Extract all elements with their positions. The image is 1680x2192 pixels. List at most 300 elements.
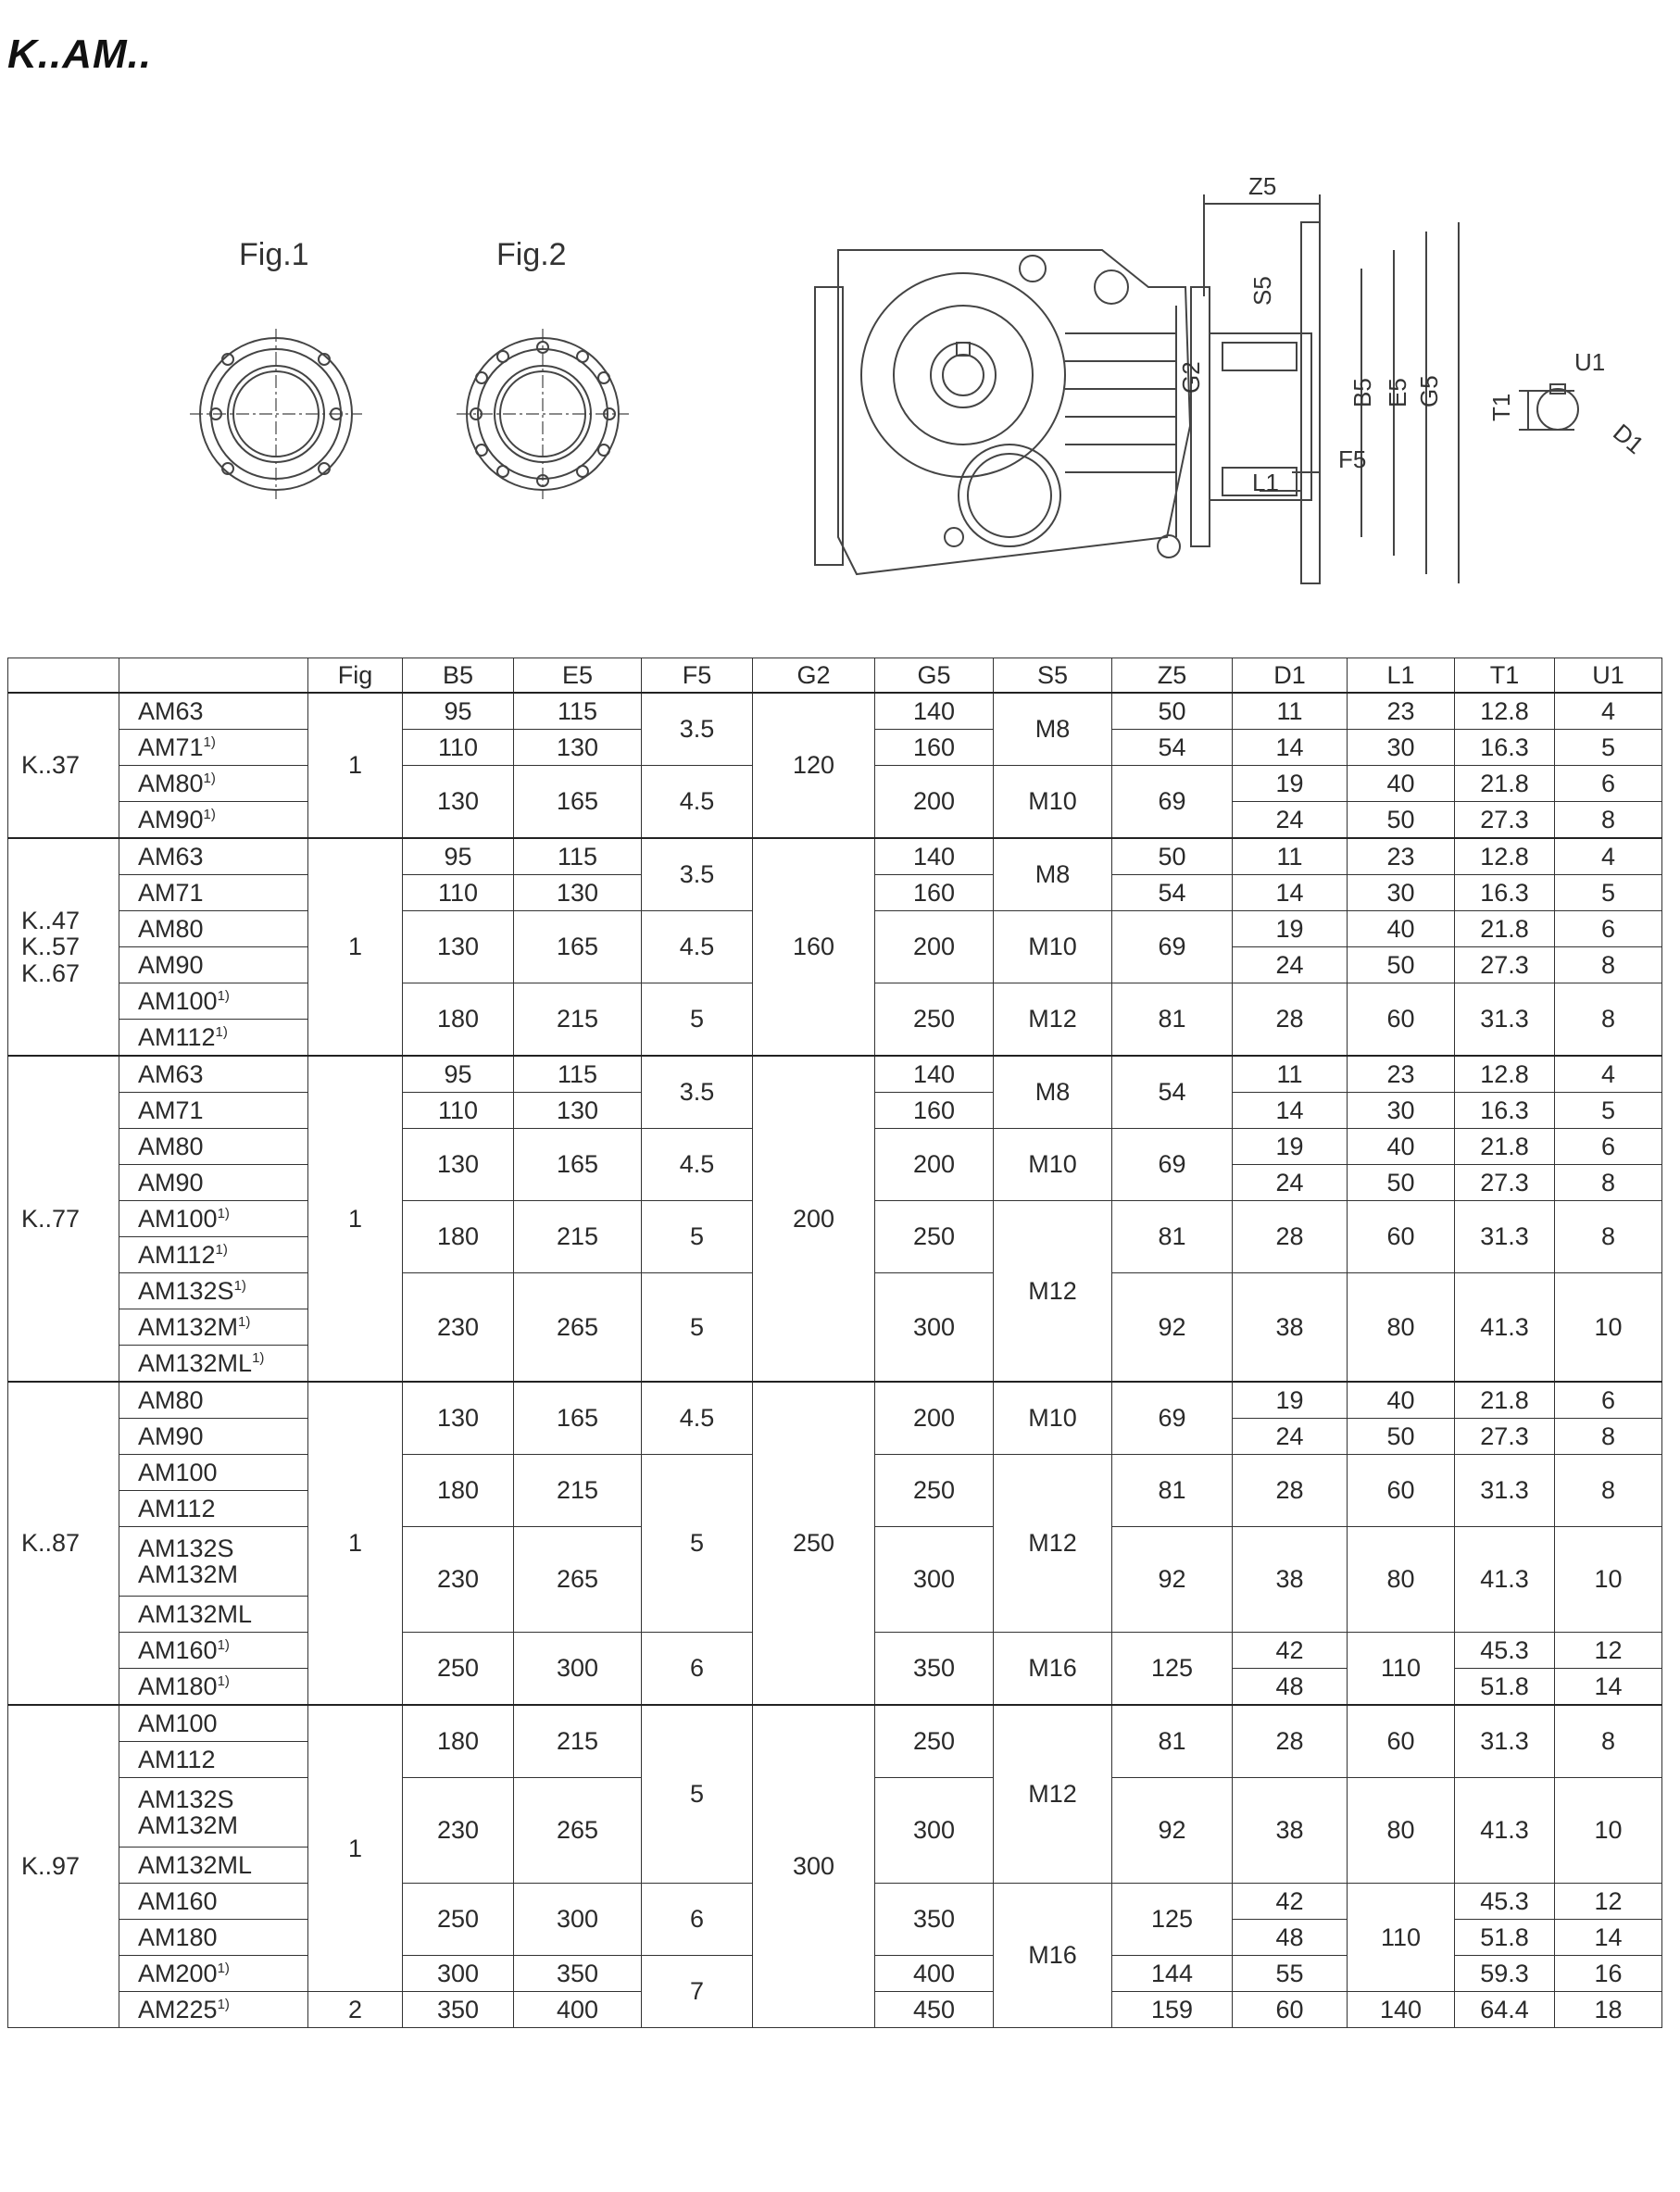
t1-cell: 16.3 — [1455, 1093, 1555, 1129]
motor-model: AM80 — [119, 911, 308, 947]
motor-model: AM112$^{1)}$ — [119, 1237, 308, 1273]
b5-cell: 180 — [403, 1455, 514, 1527]
svg-text:B5: B5 — [1348, 378, 1376, 407]
s5-cell: M10 — [994, 1129, 1112, 1201]
header-model — [119, 658, 308, 694]
b5-cell: 110 — [403, 730, 514, 766]
e5-cell: 165 — [514, 911, 642, 983]
motor-model: $AM132M^{1)}$ — [119, 1309, 308, 1346]
svg-text:U1: U1 — [1574, 348, 1606, 376]
l1-cell: 40 — [1348, 766, 1455, 802]
fig2-flange-drawing — [457, 329, 629, 499]
z5-cell: 54 — [1112, 1056, 1233, 1129]
t1-cell: 31.3 — [1455, 1705, 1555, 1778]
b5-cell: 95 — [403, 1056, 514, 1093]
l1-cell: 80 — [1348, 1273, 1455, 1383]
d1-cell: 14 — [1233, 1093, 1348, 1129]
t1-cell: 59.3 — [1455, 1956, 1555, 1992]
u1-cell: 4 — [1555, 1056, 1662, 1093]
u1-cell: 8 — [1555, 1705, 1662, 1778]
d1-cell: 28 — [1233, 983, 1348, 1057]
gear-size: K..37 — [8, 693, 119, 838]
t1-cell: 12.8 — [1455, 838, 1555, 875]
e5-cell: 265 — [514, 1527, 642, 1633]
d1-cell: 24 — [1233, 1165, 1348, 1201]
u1-cell: 4 — [1555, 693, 1662, 730]
b5-cell: 130 — [403, 766, 514, 839]
g5-cell: 300 — [875, 1778, 994, 1884]
s5-cell: M12 — [994, 1705, 1112, 1884]
motor-model: AM112 — [119, 1491, 308, 1527]
dimension-table — [7, 658, 1662, 2028]
s5-cell: M16 — [994, 1884, 1112, 2028]
b5-cell: 230 — [403, 1527, 514, 1633]
f5-cell: 5 — [642, 1273, 753, 1383]
svg-text:D1: D1 — [1608, 418, 1649, 459]
u1-cell: 8 — [1555, 947, 1662, 983]
svg-text:S5: S5 — [1248, 276, 1276, 306]
svg-text:L1: L1 — [1252, 469, 1279, 496]
z5-cell: 125 — [1112, 1633, 1233, 1706]
d1-cell: 38 — [1233, 1778, 1348, 1884]
l1-cell: 40 — [1348, 1129, 1455, 1165]
g5-cell: 350 — [875, 1884, 994, 1956]
l1-cell: 50 — [1348, 1165, 1455, 1201]
l1-cell: 50 — [1348, 1419, 1455, 1455]
d1-cell: 19 — [1233, 766, 1348, 802]
d1-cell: 19 — [1233, 1129, 1348, 1165]
b5-cell: 180 — [403, 1705, 514, 1778]
t1-cell: 51.8 — [1455, 1669, 1555, 1706]
t1-cell: 41.3 — [1455, 1778, 1555, 1884]
fig-cell: 1 — [308, 1056, 403, 1382]
svg-text:E5: E5 — [1384, 378, 1411, 407]
l1-cell: 110 — [1348, 1633, 1455, 1706]
d1-cell: 14 — [1233, 875, 1348, 911]
g5-cell: 200 — [875, 911, 994, 983]
s5-cell: M16 — [994, 1633, 1112, 1706]
g5-cell: 350 — [875, 1633, 994, 1706]
motor-model: AM80 — [119, 1382, 308, 1419]
g5-cell: 200 — [875, 1129, 994, 1201]
z5-cell: 54 — [1112, 875, 1233, 911]
motor-model: AM225$^{1)}$ — [119, 1992, 308, 2028]
u1-cell: 10 — [1555, 1778, 1662, 1884]
g5-cell: 200 — [875, 1382, 994, 1455]
t1-cell: 27.3 — [1455, 1165, 1555, 1201]
g5-cell: 200 — [875, 766, 994, 839]
motor-model: AM90 — [119, 1419, 308, 1455]
s5-cell: M10 — [994, 911, 1112, 983]
l1-cell: 60 — [1348, 1455, 1455, 1527]
g2-cell: 200 — [753, 1056, 875, 1382]
f5-cell: 3.5 — [642, 838, 753, 911]
motor-model: AM90$^{1)}$ — [119, 802, 308, 839]
l1-cell: 140 — [1348, 1992, 1455, 2028]
e5-cell: 400 — [514, 1992, 642, 2028]
b5-cell: 350 — [403, 1992, 514, 2028]
l1-cell: 60 — [1348, 1201, 1455, 1273]
d1-cell: 11 — [1233, 693, 1348, 730]
f5-cell: 7 — [642, 1956, 753, 2028]
l1-cell: 110 — [1348, 1884, 1455, 1992]
t1-cell: 41.3 — [1455, 1273, 1555, 1383]
e5-cell: 130 — [514, 1093, 642, 1129]
drawing-canvas — [0, 148, 1680, 611]
t1-cell: 27.3 — [1455, 802, 1555, 839]
t1-cell: 45.3 — [1455, 1633, 1555, 1669]
table-row — [8, 1056, 1662, 1093]
f5-cell: 3.5 — [642, 693, 753, 766]
g5-cell: 140 — [875, 838, 994, 875]
motor-model: AM112 — [119, 1742, 308, 1778]
l1-cell: 23 — [1348, 838, 1455, 875]
d1-cell: 55 — [1233, 1956, 1348, 1992]
header-d1: D1 — [1233, 658, 1348, 694]
motor-model: AM100$^{1)}$ — [119, 1201, 308, 1237]
f5-cell: 4.5 — [642, 1382, 753, 1455]
fig1-label: Fig.1 — [239, 237, 309, 272]
fig2-label: Fig.2 — [496, 237, 567, 272]
u1-cell: 10 — [1555, 1527, 1662, 1633]
e5-cell: 165 — [514, 1129, 642, 1201]
g2-cell: 120 — [753, 693, 875, 838]
e5-cell: 115 — [514, 693, 642, 730]
s5-cell: M10 — [994, 1382, 1112, 1455]
b5-cell: 300 — [403, 1956, 514, 1992]
fig-cell: 1 — [308, 1705, 403, 1992]
d1-cell: 11 — [1233, 1056, 1348, 1093]
u1-cell: 8 — [1555, 1455, 1662, 1527]
motor-model: AM100 — [119, 1705, 308, 1742]
f5-cell: 3.5 — [642, 1056, 753, 1129]
e5-cell: 215 — [514, 983, 642, 1057]
l1-cell: 80 — [1348, 1778, 1455, 1884]
header-b5: B5 — [403, 658, 514, 694]
z5-cell: 50 — [1112, 693, 1233, 730]
f5-cell: 4.5 — [642, 766, 753, 839]
b5-cell: 110 — [403, 1093, 514, 1129]
e5-cell: 130 — [514, 875, 642, 911]
d1-cell: 28 — [1233, 1201, 1348, 1273]
header-size — [8, 658, 119, 694]
fig1-flange-drawing — [190, 329, 362, 499]
f5-cell: 4.5 — [642, 1129, 753, 1201]
d1-cell: 48 — [1233, 1669, 1348, 1706]
u1-cell: 6 — [1555, 911, 1662, 947]
motor-model: AM180$^{1)}$ — [119, 1669, 308, 1706]
u1-cell: 14 — [1555, 1920, 1662, 1956]
e5-cell: 215 — [514, 1201, 642, 1273]
s5-cell: M8 — [994, 1056, 1112, 1129]
t1-cell: 45.3 — [1455, 1884, 1555, 1920]
u1-cell: 4 — [1555, 838, 1662, 875]
d1-cell: 11 — [1233, 838, 1348, 875]
u1-cell: 8 — [1555, 1201, 1662, 1273]
e5-cell: 265 — [514, 1273, 642, 1383]
gear-size: K..87 — [8, 1382, 119, 1705]
svg-text:G5: G5 — [1415, 375, 1443, 407]
svg-text:G2: G2 — [1177, 361, 1205, 394]
motor-model: AM132ML$^{1)}$ — [119, 1346, 308, 1383]
e5-cell: 165 — [514, 766, 642, 839]
e5-cell: 165 — [514, 1382, 642, 1455]
t1-cell: 12.8 — [1455, 693, 1555, 730]
t1-cell: 21.8 — [1455, 911, 1555, 947]
u1-cell: 6 — [1555, 1129, 1662, 1165]
svg-text:Z5: Z5 — [1248, 172, 1277, 200]
f5-cell: 5 — [642, 1455, 753, 1633]
motor-model: AM90 — [119, 1165, 308, 1201]
motor-model: AM80 — [119, 1129, 308, 1165]
z5-cell: 69 — [1112, 1382, 1233, 1455]
b5-cell: 110 — [403, 875, 514, 911]
z5-cell: 125 — [1112, 1884, 1233, 1956]
b5-cell: 130 — [403, 911, 514, 983]
b5-cell: 230 — [403, 1778, 514, 1884]
z5-cell: 92 — [1112, 1527, 1233, 1633]
f5-cell: 5 — [642, 983, 753, 1057]
z5-cell: 81 — [1112, 1201, 1233, 1273]
d1-cell: 24 — [1233, 947, 1348, 983]
t1-cell: 27.3 — [1455, 1419, 1555, 1455]
g5-cell: 300 — [875, 1527, 994, 1633]
e5-cell: 215 — [514, 1705, 642, 1778]
e5-cell: 350 — [514, 1956, 642, 1992]
u1-cell: 6 — [1555, 1382, 1662, 1419]
header-l1: L1 — [1348, 658, 1455, 694]
s5-cell: M8 — [994, 838, 1112, 911]
d1-cell: 42 — [1233, 1633, 1348, 1669]
f5-cell: 5 — [642, 1705, 753, 1884]
t1-cell: 16.3 — [1455, 730, 1555, 766]
t1-cell: 31.3 — [1455, 1455, 1555, 1527]
t1-cell: 21.8 — [1455, 1129, 1555, 1165]
motor-model: $AM132S^{1)}$ — [119, 1273, 308, 1309]
motor-model: AM132S AM132M — [119, 1527, 308, 1597]
e5-cell: 130 — [514, 730, 642, 766]
l1-cell: 23 — [1348, 693, 1455, 730]
u1-cell: 16 — [1555, 1956, 1662, 1992]
z5-cell: 81 — [1112, 1455, 1233, 1527]
d1-cell: 42 — [1233, 1884, 1348, 1920]
u1-cell: 18 — [1555, 1992, 1662, 2028]
u1-cell: 14 — [1555, 1669, 1662, 1706]
z5-cell: 50 — [1112, 838, 1233, 875]
z5-cell: 69 — [1112, 766, 1233, 839]
g5-cell: 250 — [875, 1705, 994, 1778]
motor-model: AM100 — [119, 1455, 308, 1491]
e5-cell: 115 — [514, 838, 642, 875]
motor-model: AM132ML — [119, 1848, 308, 1884]
u1-cell: 10 — [1555, 1273, 1662, 1383]
g5-cell: 250 — [875, 983, 994, 1057]
svg-text:F5: F5 — [1338, 445, 1367, 473]
u1-cell: 12 — [1555, 1884, 1662, 1920]
d1-cell: 38 — [1233, 1527, 1348, 1633]
l1-cell: 40 — [1348, 911, 1455, 947]
d1-cell: 24 — [1233, 1419, 1348, 1455]
t1-cell: 51.8 — [1455, 1920, 1555, 1956]
z5-cell: 81 — [1112, 983, 1233, 1057]
motor-model: AM132ML — [119, 1597, 308, 1633]
u1-cell: 8 — [1555, 1165, 1662, 1201]
table-row — [8, 1705, 1662, 1742]
g2-cell: 160 — [753, 838, 875, 1056]
motor-model: AM180 — [119, 1920, 308, 1956]
f5-cell: 5 — [642, 1201, 753, 1273]
e5-cell: 300 — [514, 1884, 642, 1956]
d1-cell: 28 — [1233, 1455, 1348, 1527]
t1-cell: 41.3 — [1455, 1527, 1555, 1633]
b5-cell: 130 — [403, 1129, 514, 1201]
b5-cell: 95 — [403, 693, 514, 730]
u1-cell: 5 — [1555, 730, 1662, 766]
motor-model: AM90 — [119, 947, 308, 983]
technical-drawings — [0, 148, 1680, 611]
g5-cell: 160 — [875, 875, 994, 911]
g5-cell: 250 — [875, 1201, 994, 1273]
table-header-row — [8, 658, 1662, 694]
gear-size: K..77 — [8, 1056, 119, 1382]
g5-cell: 400 — [875, 1956, 994, 1992]
b5-cell: 95 — [403, 838, 514, 875]
d1-cell: 60 — [1233, 1992, 1348, 2028]
l1-cell: 50 — [1348, 947, 1455, 983]
t1-cell: 31.3 — [1455, 1201, 1555, 1273]
e5-cell: 265 — [514, 1778, 642, 1884]
u1-cell: 5 — [1555, 875, 1662, 911]
e5-cell: 115 — [514, 1056, 642, 1093]
u1-cell: 8 — [1555, 983, 1662, 1057]
l1-cell: 50 — [1348, 802, 1455, 839]
motor-model: AM80$^{1)}$ — [119, 766, 308, 802]
l1-cell: 40 — [1348, 1382, 1455, 1419]
s5-cell: M10 — [994, 766, 1112, 839]
g5-cell: 450 — [875, 1992, 994, 2028]
z5-cell: 144 — [1112, 1956, 1233, 1992]
u1-cell: 5 — [1555, 1093, 1662, 1129]
z5-cell: 92 — [1112, 1273, 1233, 1383]
motor-model: AM71$^{1)}$ — [119, 730, 308, 766]
table-row — [8, 1382, 1662, 1419]
t1-cell: 31.3 — [1455, 983, 1555, 1057]
motor-model: AM100$^{1)}$ — [119, 983, 308, 1020]
table-row — [8, 838, 1662, 875]
z5-cell: 92 — [1112, 1778, 1233, 1884]
header-g2: G2 — [753, 658, 875, 694]
b5-cell: 250 — [403, 1633, 514, 1706]
motor-model: AM63 — [119, 693, 308, 730]
s5-cell: M8 — [994, 693, 1112, 766]
u1-cell: 12 — [1555, 1633, 1662, 1669]
t1-cell: 12.8 — [1455, 1056, 1555, 1093]
b5-cell: 180 — [403, 983, 514, 1057]
u1-cell: 6 — [1555, 766, 1662, 802]
header-e5: E5 — [514, 658, 642, 694]
header-s5: S5 — [994, 658, 1112, 694]
t1-cell: 64.4 — [1455, 1992, 1555, 2028]
gear-size: K..47 K..57 K..67 — [8, 838, 119, 1056]
f5-cell: 6 — [642, 1884, 753, 1956]
t1-cell: 27.3 — [1455, 947, 1555, 983]
motor-model: AM200$^{1)}$ — [119, 1956, 308, 1992]
t1-cell: 21.8 — [1455, 766, 1555, 802]
d1-cell: 38 — [1233, 1273, 1348, 1383]
fig-cell: 2 — [308, 1992, 403, 2028]
d1-cell: 24 — [1233, 802, 1348, 839]
d1-cell: 48 — [1233, 1920, 1348, 1956]
fig-cell: 1 — [308, 1382, 403, 1705]
header-fig: Fig — [308, 658, 403, 694]
b5-cell: 180 — [403, 1201, 514, 1273]
z5-cell: 159 — [1112, 1992, 1233, 2028]
z5-cell: 69 — [1112, 911, 1233, 983]
header-u1: U1 — [1555, 658, 1662, 694]
b5-cell: 230 — [403, 1273, 514, 1383]
g2-cell: 300 — [753, 1705, 875, 2028]
t1-cell: 21.8 — [1455, 1382, 1555, 1419]
svg-text:T1: T1 — [1487, 393, 1515, 421]
motor-model: AM63 — [119, 1056, 308, 1093]
d1-cell: 14 — [1233, 730, 1348, 766]
g5-cell: 300 — [875, 1273, 994, 1383]
z5-cell: 69 — [1112, 1129, 1233, 1201]
l1-cell: 80 — [1348, 1527, 1455, 1633]
header-f5: F5 — [642, 658, 753, 694]
s5-cell: M12 — [994, 1455, 1112, 1633]
s5-cell: M12 — [994, 983, 1112, 1057]
header-t1: T1 — [1455, 658, 1555, 694]
g2-cell: 250 — [753, 1382, 875, 1705]
motor-model: AM63 — [119, 838, 308, 875]
u1-cell: 8 — [1555, 802, 1662, 839]
g5-cell: 160 — [875, 1093, 994, 1129]
l1-cell: 60 — [1348, 983, 1455, 1057]
motor-model: AM71 — [119, 1093, 308, 1129]
f5-cell: 4.5 — [642, 911, 753, 983]
table-row — [8, 693, 1662, 730]
fig-cell: 1 — [308, 693, 403, 838]
l1-cell: 30 — [1348, 1093, 1455, 1129]
g5-cell: 140 — [875, 1056, 994, 1093]
header-g5: G5 — [875, 658, 994, 694]
t1-cell: 16.3 — [1455, 875, 1555, 911]
motor-model: AM132S AM132M — [119, 1778, 308, 1848]
b5-cell: 250 — [403, 1884, 514, 1956]
motor-model: AM160 — [119, 1884, 308, 1920]
motor-model: AM71 — [119, 875, 308, 911]
page-title: K..AM.. — [7, 31, 153, 77]
g5-cell: 160 — [875, 730, 994, 766]
b5-cell: 130 — [403, 1382, 514, 1455]
g5-cell: 250 — [875, 1455, 994, 1527]
l1-cell: 60 — [1348, 1705, 1455, 1778]
z5-cell: 81 — [1112, 1705, 1233, 1778]
e5-cell: 300 — [514, 1633, 642, 1706]
z5-cell: 54 — [1112, 730, 1233, 766]
s5-cell: M12 — [994, 1201, 1112, 1383]
motor-model: AM160$^{1)}$ — [119, 1633, 308, 1669]
header-z5: Z5 — [1112, 658, 1233, 694]
d1-cell: 19 — [1233, 1382, 1348, 1419]
d1-cell: 19 — [1233, 911, 1348, 947]
f5-cell: 6 — [642, 1633, 753, 1706]
motor-model: AM112$^{1)}$ — [119, 1020, 308, 1057]
fig-cell: 1 — [308, 838, 403, 1056]
e5-cell: 215 — [514, 1455, 642, 1527]
l1-cell: 23 — [1348, 1056, 1455, 1093]
